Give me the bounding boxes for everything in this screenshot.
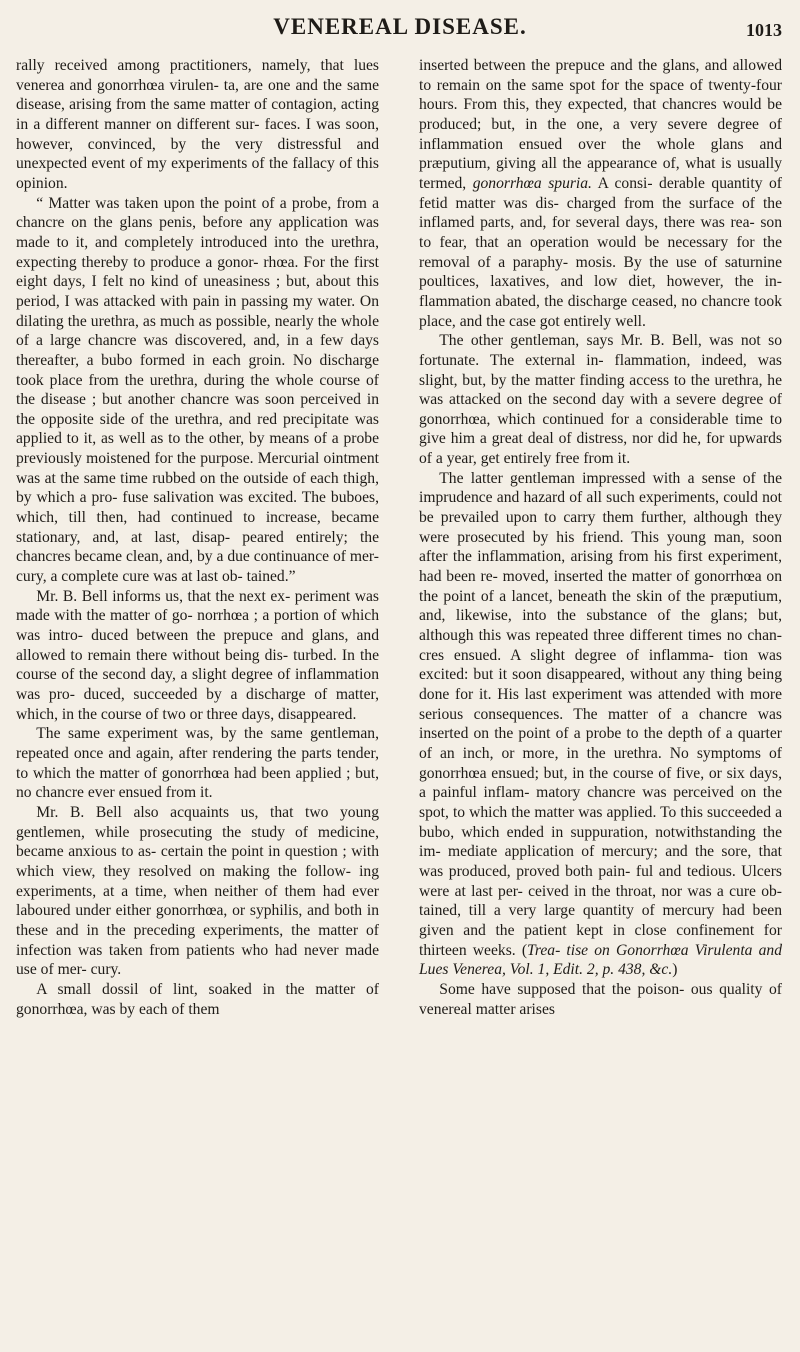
text-span: A consi- derable quantity of fetid matter was dis- charged from the surface of the inflamed parts, and, for several days, there was rea- son to fear, that an operation would be necessary for the removal of a paraphy- mosis. By the use of saturnine poultices, laxatives, and low diet, however, the in- flammation abated, the discharge ceased, no chancre took place, and the case got entirely well. xyxy=(419,174,782,330)
left-column xyxy=(16,56,379,1019)
citation: Trea- tise on Gonorrhœa Virulenta and Lues Venerea, Vol. 1, Edit. 2, p. 438, &c. xyxy=(419,941,783,979)
running-head xyxy=(0,8,800,48)
page-title: VENEREAL DISEASE. xyxy=(273,14,527,39)
paragraph-other-gentleman: The other gentleman, says Mr. B. Bell, was not so fortunate. The external in- flammation, indeed, was slight, but, by the matter finding access to the urethra, he was attacked on the second day with a severe degree of gonorrhœa, which continued for a considerable time to give him a great deal of distress, nor did he, for upwards of a year, get entirely free from it. xyxy=(419,332,782,468)
paragraph-poisonous-quality: Some have supposed that the poison- ous quality of venereal matter arises xyxy=(419,980,782,1018)
paragraph-latter-gentleman xyxy=(419,469,782,980)
paragraph-dossil: A small dossil of lint, soaked in the matter of gonorrhœa, was by each of them xyxy=(16,980,379,1018)
text-span: The latter gentleman impressed with a sense of the imprudence and hazard of all such experiments, could not be prevailed upon to carry them further, although they were prosecuted by his friend. This young man, soon after the inflammation, arising from his first experiment, had been re- moved, inserted the matter of gonorrhœa on the point of a lancet, beneath the skin of the præputium, and, likewise, into the substance of the glans; but, although this was repeated three different times no chan- cres ensued. A slight degree of inflamma- tion was excited: but it soon disappeared, without any thing being done for it. His last experiment was attended with more serious consequences. The matter of a chancre was inserted on the point of a probe to the depth of a quarter of an inch, or more, in the urethra. No symptoms of gonorrhœa ensued; but, in the course of five, or six days, a painful inflam- matory chancre was perceived on the spot, to which the matter was applied. To this succeeded a bubo, which ended in suppuration, notwithstanding the im- mediate application of mercury; and the sore, that was produced, proved both pain- ful and tedious. Ulcers were at last per- ceived in the throat, nor was a cure ob- tained, till a very large quantity of mercury had been given and the patient kept in close confinement for thirteen weeks. ( xyxy=(419,469,782,959)
text-span: ) xyxy=(672,961,678,979)
paragraph-continued: rally received among practitioners, namely, that lues venerea and gonorrhœa virulen- ta, are one and the same disease, arising from the same matter of contagion, acting in a different manner on different sur- faces. I was soon, however, convinced, by the very distressful and unexpected event of my experiments of the fallacy of this opinion. xyxy=(16,57,379,192)
page-number: 1013 xyxy=(746,20,782,40)
paragraph-repeated-experiment: The same experiment was, by the same gentleman, repeated once and again, after rendering the parts tender, to which the matter of gonorrhœa had been applied ; but, no chancre ever ensued from it. xyxy=(16,725,379,802)
text-span: inserted between the prepuce and the glans, and allowed to remain on the same spot for the space of twenty-four hours. From this, they expected, that chancres would be produced; but, in the one, a very severe degree of inflammation ensued over the whole glans and præputium, giving all the appearance of, what is usually termed, xyxy=(419,57,782,192)
paragraph-inserted xyxy=(419,56,782,331)
italic-term: gonorrhœa spuria. xyxy=(472,174,592,192)
paragraph-next-experiment: Mr. B. Bell informs us, that the next ex- periment was made with the matter of go- norrhœa ; a portion of which was intro- duced between the prepuce and glans, and allowed to remain there without being dis- turbed. In the course of the second day, a slight degree of inflammation was pro- duced, succeeded by a discharge of matter, which, in the course of two or three days, disappeared. xyxy=(16,587,379,723)
right-column xyxy=(419,56,782,1019)
paragraph-two-gentlemen: Mr. B. Bell also acquaints us, that two young gentlemen, while prosecuting the study of medicine, became anxious to as- certain the point in question ; with which view, they resolved on making the follow- ing experiments, at a time, when neither of them had ever laboured under either gonorrhœa, or syphilis, and both in these and in the preceding experiments, the matter of infection was taken from patients who had never made use of mer- cury. xyxy=(16,803,379,979)
paragraph-quotation: “ Matter was taken upon the point of a probe, from a chancre on the glans penis, before any application was made to it, and completely introduced into the urethra, expecting thereby to produce a gonor- rhœa. For the first eight days, I felt no kind of uneasiness ; but, about this period, I was attacked with pain in passing my water. On dilating the urethra, as much as possible, nearly the whole of a large chancre was discovered, and, in a few days thereafter, a bubo formed in each groin. No discharge took place from the urethra, during the whole course of the disease ; but another chancre was soon perceived in the opposite side of the urethra, and red precipitate was applied to it, as well as to the other, by means of a probe previously moistened for the purpose. Mercurial ointment was at the same time rubbed on the outside of each thigh, by which a pro- fuse salivation was excited. The buboes, which, till then, had continued to increase, became stationary, and, at last, disap- peared entirely; the chancres became clean, and, by a due continuance of mer- cury, a complete cure was at last ob- tained.” xyxy=(16,194,379,586)
